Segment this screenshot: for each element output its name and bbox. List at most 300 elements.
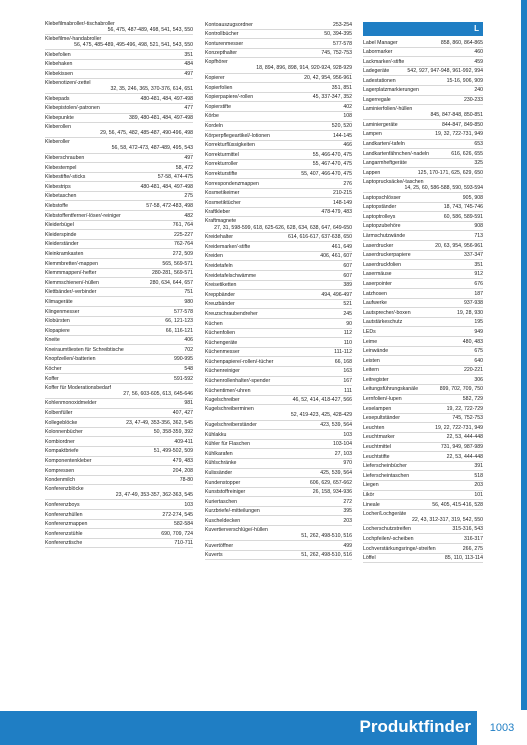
index-entry (363, 120, 483, 130)
index-term: Leuchtmarker (363, 434, 395, 441)
index-pages: 26, 158, 934-936 (312, 489, 352, 496)
index-pages: 15-16, 906, 909 (446, 77, 483, 84)
index-entry (205, 122, 352, 132)
index-entry (363, 96, 483, 106)
index-entry (205, 39, 352, 49)
index-entry (363, 525, 483, 535)
index-entry (205, 430, 352, 440)
index-term: Kopfhörer (205, 59, 228, 66)
index-entry (45, 104, 193, 114)
index-entry (45, 365, 193, 375)
index-pages: 591-592 (173, 375, 193, 382)
index-term: Klebefolien (45, 51, 71, 58)
index-pages: 459 (474, 58, 483, 65)
index-term: Lappen (363, 169, 381, 176)
index-pages: 858, 860, 864-865 (440, 39, 483, 46)
index-entry (45, 539, 193, 549)
index-term: Kleberollen (45, 124, 71, 131)
index-entry (45, 192, 193, 202)
index-entry (363, 510, 483, 525)
index-pages: 111-112 (334, 349, 352, 356)
index-entry (45, 520, 193, 530)
index-entry (45, 259, 193, 269)
index-pages: 406, 461, 607 (320, 253, 352, 260)
index-pages: 607 (343, 262, 352, 269)
index-term: Köcher (45, 366, 62, 373)
index-entry (363, 251, 483, 261)
index-term: Kopierpapiere/-rollen (205, 94, 254, 101)
index-entry (363, 534, 483, 544)
index-entry (45, 35, 193, 50)
index-term: Lackmarker/-stifte (363, 58, 405, 65)
index-entry (363, 443, 483, 453)
index-term: Kreidemarker/-stifte (205, 243, 251, 250)
index-term: Klebetaschen (45, 193, 77, 200)
index-entry (363, 140, 483, 150)
index-term: Korrespondenzmappen (205, 180, 259, 187)
index-entry (205, 83, 352, 93)
index-pages: 577-578 (173, 308, 193, 315)
index-term: Klebehaken (45, 61, 73, 68)
index-term: Klebefilme/-handabroller (45, 36, 102, 43)
index-list-3 (363, 38, 483, 563)
index-pages: 101 (474, 492, 483, 498)
index-term: Locherschutzstreifen (363, 526, 411, 533)
index-entry (45, 173, 193, 183)
index-term: Kolonnenbücher (45, 429, 83, 436)
index-pages: 18, 743, 745-746 (443, 204, 483, 211)
index-entry (205, 261, 352, 271)
index-pages: 406 (184, 337, 193, 344)
index-entry (45, 269, 193, 279)
index-pages: 606, 629, 657-662 (309, 479, 352, 486)
index-pages: 478-479, 483 (321, 209, 352, 216)
index-entry (363, 222, 483, 232)
index-entry (205, 160, 352, 170)
index-entry (363, 318, 483, 328)
index-entry (45, 201, 193, 211)
index-entry (45, 307, 193, 317)
index-entry (363, 385, 483, 395)
index-pages: 899, 702, 709, 750 (439, 386, 483, 393)
index-pages: 499 (343, 542, 352, 549)
index-term: Kleiderständer (45, 241, 79, 248)
index-pages: 460 (474, 49, 483, 56)
index-term: Leitregister (363, 376, 389, 383)
index-term: Leisten (363, 357, 380, 364)
index-entry (45, 94, 193, 104)
index-pages: 653 (474, 141, 483, 148)
index-term: Kleberoller (45, 139, 70, 146)
index-pages: 497 (184, 155, 193, 161)
index-entry (363, 76, 483, 86)
index-term: Lagerregale (363, 97, 391, 104)
index-pages: 19, 22, 722-731, 949 (435, 424, 483, 431)
index-term: Kontoauszugsordner (205, 21, 253, 28)
index-pages: 640 (474, 357, 483, 364)
index-entry (45, 114, 193, 124)
index-pages: 425, 539, 564 (320, 470, 352, 476)
index-entry (205, 189, 352, 199)
index-pages: 306 (474, 376, 483, 383)
index-entry (363, 105, 483, 120)
index-term: Lautsprecher/-boxen (363, 309, 411, 316)
index-term: Klebefilmabroller/-tischabroller (45, 21, 115, 27)
index-pages: 280, 634, 644, 657 (149, 279, 193, 286)
index-term: Kuverts (205, 552, 223, 559)
index-term: Kondenmilch (45, 477, 75, 484)
index-pages: 204, 208 (172, 467, 193, 474)
index-pages: 389 (343, 282, 352, 289)
index-term: Lineale (363, 501, 380, 508)
index-pages: 745, 752-753 (321, 50, 352, 57)
index-entry (205, 30, 352, 40)
index-pages: 565, 569-571 (162, 260, 193, 267)
index-term: Komponentenkleber (45, 458, 92, 464)
index-term: Knopfzellen/-batterien (45, 356, 96, 363)
index-pages: 187 (474, 290, 483, 297)
index-pages: 56, 475, 487-489, 498, 541, 543, 550 (107, 27, 193, 34)
index-entry (45, 278, 193, 288)
index-entry (205, 112, 352, 122)
index-term: Klebestempel (45, 164, 77, 171)
index-entry (205, 309, 352, 319)
index-entry (45, 374, 193, 384)
index-entry (205, 150, 352, 160)
index-entry (363, 159, 483, 169)
index-term: Körperpflegeartikel/-lotionen (205, 132, 270, 139)
index-entry (363, 260, 483, 270)
index-term: LEDs (363, 328, 376, 335)
index-pages: 90 (346, 320, 352, 327)
index-entry (363, 366, 483, 376)
index-pages: 23, 47-49, 353-356, 362, 545 (126, 419, 193, 426)
index-pages: 521 (343, 301, 352, 308)
index-term: Kulissänder (205, 470, 233, 476)
index-pages: 351 (474, 261, 483, 268)
index-term: Kugelschreiberminen (205, 406, 254, 413)
index-pages: 762-764 (173, 241, 193, 248)
index-entry (205, 179, 352, 189)
index-pages: 78-80 (179, 477, 193, 484)
index-entry (363, 270, 483, 280)
index-term: Leuchtmittel (363, 444, 391, 451)
index-pages: 27, 103 (334, 450, 352, 457)
index-pages: 110 (343, 339, 352, 346)
index-term: Lesepultständer (363, 415, 400, 422)
index-entry (363, 544, 483, 554)
index-pages: 325 (474, 160, 483, 167)
index-term: Klobürsten (45, 318, 70, 325)
index-term: Küchenreiniger (205, 368, 240, 375)
index-entry (45, 123, 193, 138)
index-pages: 19, 22, 722-729 (446, 405, 483, 412)
index-entry (363, 337, 483, 347)
index-entry (205, 478, 352, 488)
index-term: Klimageräte (45, 298, 73, 305)
index-pages: 57-58, 474-475 (157, 174, 193, 181)
index-entry (45, 249, 193, 259)
index-pages: 480, 483 (462, 338, 483, 345)
index-term: Leitern (363, 367, 379, 374)
index-term: Ladegeräte (363, 68, 390, 75)
index-pages: 761, 764 (172, 222, 193, 229)
index-entry (205, 488, 352, 498)
index-entry (363, 423, 483, 433)
index-entry (45, 466, 193, 476)
index-pages: 275 (184, 193, 193, 200)
index-entry (363, 57, 483, 67)
index-pages: 23, 47-49, 353-357, 362-363, 545 (115, 492, 193, 499)
index-entry (45, 326, 193, 336)
index-entry (205, 526, 352, 541)
index-term: Kosmetiktücher (205, 199, 241, 206)
index-entry (45, 297, 193, 307)
index-term: Klebepunkte (45, 115, 74, 122)
index-entry (45, 20, 193, 35)
index-entry (45, 50, 193, 60)
index-term: Küchenrollenhalter/-spender (205, 378, 271, 385)
index-pages: 844-847, 849-850 (442, 121, 483, 128)
index-pages: 50, 394-395 (324, 31, 352, 38)
index-term: Laserdruckerpapiere (363, 252, 411, 259)
index-term: Kosmetikeimer (205, 190, 240, 197)
index-pages: 272 (343, 498, 352, 505)
index-pages: 480-481, 484, 497-498 (140, 95, 193, 102)
index-entry (363, 67, 483, 77)
index-entry (205, 217, 352, 232)
letter-header: L (363, 22, 483, 36)
index-entry (205, 198, 352, 208)
index-pages: 55, 467-470, 475 (312, 161, 352, 168)
index-term: Koffer für Moderationsbedarf (45, 384, 111, 391)
index-entry (45, 79, 193, 94)
index-entry (363, 327, 483, 337)
index-term: Laptopständer (363, 204, 397, 211)
index-pages: 845, 847-848, 850-851 (430, 112, 483, 119)
index-pages: 203 (343, 517, 352, 524)
index-entry (363, 231, 483, 241)
index-pages: 45, 337-347, 352 (312, 94, 352, 101)
index-term: Kordeln (205, 123, 223, 130)
index-term: Kreidetafeln (205, 262, 233, 269)
index-term: Küchentimer/-uhren (205, 387, 251, 394)
index-pages: 245 (343, 310, 352, 317)
index-pages: 480-481, 484, 497-498 (140, 183, 193, 190)
index-entry (363, 452, 483, 462)
index-term: Korrekturstifte (205, 171, 238, 177)
index-pages: 50, 358-359, 392 (153, 429, 193, 436)
index-term: Kreisetiketten (205, 282, 237, 289)
index-entry (45, 230, 193, 240)
index-term: Konturenmesser (205, 40, 244, 47)
index-pages: 210-215 (332, 190, 352, 197)
index-entry (45, 485, 193, 500)
index-pages: 22, 53, 444-448 (446, 453, 483, 460)
index-entry (45, 384, 193, 399)
index-pages: 19, 32, 722-731, 949 (435, 131, 483, 138)
index-term: Lernfolien/-lupen (363, 396, 402, 403)
index-pages: 225-227 (173, 231, 193, 238)
index-pages: 57-58, 472-483, 498 (146, 202, 193, 209)
index-term: Kleiderspinde (45, 231, 77, 238)
index-pages: 22, 53, 444-448 (446, 434, 483, 441)
index-column-1 (45, 20, 193, 548)
index-term: Laserdruckfolien (363, 261, 402, 268)
index-term: Kreidehalter (205, 234, 233, 241)
index-term: Klebestifte/-sticks (45, 174, 86, 181)
index-pages: 690, 709, 724 (161, 530, 193, 537)
index-pages: 548 (184, 366, 193, 373)
index-pages: 518 (474, 472, 483, 479)
index-term: Kolbenfüller (45, 410, 73, 417)
index-entry (205, 338, 352, 348)
index-term: Lasermäuse (363, 271, 392, 278)
index-term: Kreuzschraubendreher (205, 310, 258, 317)
index-term: Klemmschienen/-hüllen (45, 279, 99, 286)
index-term: Kühler für Flaschen (205, 441, 250, 448)
index-pages: 484 (184, 61, 193, 68)
index-term: Kohlenmonoxidmelder (45, 400, 97, 407)
index-entry (363, 193, 483, 203)
index-entry (363, 414, 483, 424)
index-term: Lieferscheintaschen (363, 472, 410, 479)
index-term: Klebepistolen/-patronen (45, 105, 100, 112)
index-term: Kraftmagnete (205, 218, 237, 225)
index-pages: 20, 63, 954, 956-961 (435, 242, 483, 249)
index-entry (363, 481, 483, 491)
index-entry (363, 48, 483, 58)
index-entry (363, 212, 483, 222)
index-term: Kompaktbriefe (45, 448, 79, 455)
index-entry (45, 529, 193, 539)
index-term: Kleiderbügel (45, 222, 74, 229)
index-pages: 351, 851 (331, 84, 352, 91)
index-term: Kuvertierverschlüge/-hüllen (205, 527, 268, 534)
index-entry (205, 449, 352, 459)
index-term: Laptopzubehöre (363, 223, 401, 230)
index-pages: 60, 586, 589-591 (443, 213, 483, 220)
index-pages: 51, 262, 498-510, 516 (301, 552, 352, 559)
index-term: Klemmbretter/-mappen (45, 260, 99, 267)
index-term: Lochverstärkungsringe/-streifen (363, 545, 436, 552)
index-pages: 316-317 (463, 535, 483, 542)
index-pages: 51, 499-502, 509 (153, 448, 193, 455)
index-pages: 58, 472 (175, 164, 193, 171)
index-term: Löffel (363, 555, 376, 562)
index-term: Laptoprucksäcke/-taschen (363, 178, 424, 185)
index-entry (205, 271, 352, 281)
index-term: Kneiraumtliesten für Schreibtische (45, 346, 124, 353)
index-pages: 407, 427 (172, 410, 193, 417)
index-term: Kombiordner (45, 438, 75, 445)
index-term: Kreiden (205, 253, 223, 260)
index-pages: 125, 170-171, 625, 629, 650 (417, 169, 483, 176)
index-entry (205, 367, 352, 377)
index-term: Landkarten/-tafeln (363, 141, 405, 148)
index-entry (363, 289, 483, 299)
index-entry (45, 163, 193, 173)
index-entry (205, 300, 352, 310)
index-term: Kontrollbücher (205, 31, 239, 38)
index-pages: 266, 275 (462, 545, 483, 552)
index-entry (363, 554, 483, 564)
index-entry (363, 241, 483, 251)
index-pages: 253-254 (332, 21, 352, 28)
index-entry (205, 459, 352, 469)
index-term: Ladestationen (363, 77, 396, 84)
index-term: Landkartenfähnchen/-nadeln (363, 150, 430, 157)
index-pages: 22, 43, 312-317, 319, 542, 550 (412, 516, 483, 523)
index-pages: 466 (343, 142, 352, 149)
index-term: Leselampen (363, 405, 392, 412)
index-term: Kugelschreiber (205, 397, 240, 404)
index-term: Laserdrucker (363, 242, 394, 249)
index-entry (205, 242, 352, 252)
index-entry (363, 299, 483, 309)
index-entry (45, 138, 193, 153)
index-pages: 970 (343, 460, 352, 467)
index-pages: 937-938 (463, 300, 483, 307)
index-term: Konferenzstühle (45, 530, 83, 537)
index-term: Küchenpapiere/-rollen/-tücher (205, 358, 274, 365)
index-pages: 14, 25, 60, 586-588, 590, 593-594 (404, 185, 483, 191)
index-term: Klebstoffe (45, 202, 68, 209)
index-term: Kundenstopper (205, 479, 241, 486)
index-pages: 497 (184, 71, 193, 78)
index-entry (363, 149, 483, 159)
index-entry (363, 375, 483, 385)
index-term: Leime (363, 338, 378, 345)
index-entry (205, 541, 352, 551)
index-pages: 990-995 (173, 356, 193, 363)
index-pages: 391 (474, 463, 483, 470)
index-pages: 582, 729 (462, 396, 483, 403)
index-entry (45, 447, 193, 457)
index-entry (363, 178, 483, 193)
index-term: Label Manager (363, 39, 398, 46)
index-term: Kopierer (205, 75, 225, 82)
index-entry (45, 418, 193, 428)
index-pages: 710-711 (174, 540, 193, 547)
index-entry (205, 252, 352, 262)
index-term: Leuchten (363, 424, 385, 431)
index-entry (205, 233, 352, 243)
index-pages: 29, 56, 475, 482, 485-487, 490-496, 498 (100, 130, 193, 137)
index-pages: 675 (474, 348, 483, 355)
index-term: Konferenztische (45, 540, 83, 547)
index-entry (45, 288, 193, 298)
index-pages: 55, 407, 466-470, 475 (301, 171, 352, 177)
index-entry (205, 551, 352, 561)
index-pages: 949 (474, 328, 483, 335)
index-pages: 908 (474, 223, 483, 230)
index-pages: 337-347 (463, 252, 483, 259)
index-entry (363, 38, 483, 48)
index-term: Klebepads (45, 95, 70, 102)
index-term: Laminiergeräte (363, 121, 398, 128)
index-pages: 402 (343, 103, 352, 110)
index-term: Kühlschränke (205, 460, 237, 467)
index-pages: 32, 35, 246, 365, 370-376, 614, 651 (110, 86, 193, 93)
index-entry (205, 386, 352, 396)
index-term: Küchengeräte (205, 339, 238, 346)
index-term: Leitungsführungskanäle (363, 386, 419, 393)
index-term: Kuscheldecken (205, 517, 241, 524)
index-pages: 981 (184, 400, 193, 407)
index-term: Kuriertaschen (205, 498, 238, 505)
index-term: Labormarker (363, 49, 393, 56)
